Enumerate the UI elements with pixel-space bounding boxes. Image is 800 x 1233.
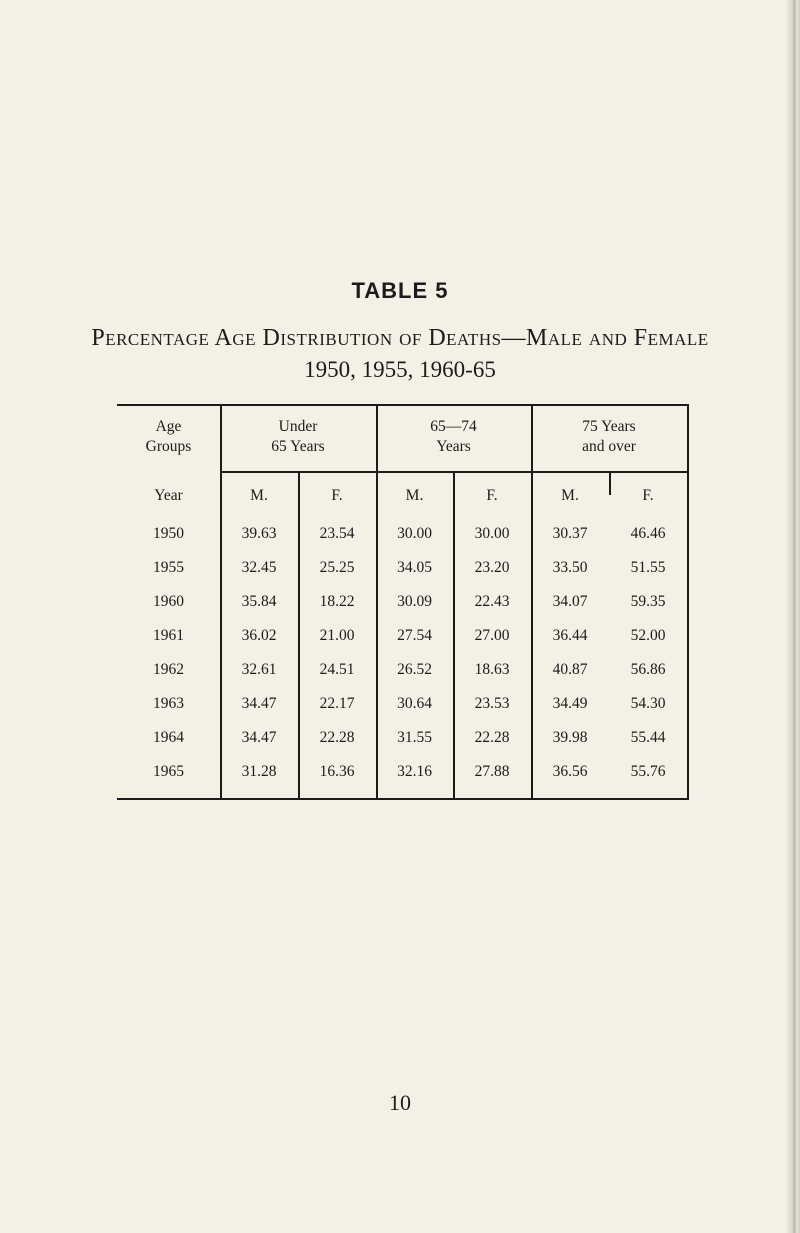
subheader-female: F. (486, 487, 498, 504)
cell-value: 27.88 (474, 763, 510, 780)
cell-value: 36.02 (241, 627, 277, 644)
subheader-female: F. (331, 487, 343, 504)
cell-value: 18.63 (474, 661, 510, 678)
cell-value: 30.64 (397, 695, 432, 712)
cell-value: 30.00 (474, 525, 510, 542)
cell-value: 25.25 (319, 559, 355, 576)
cell-value: 26.52 (397, 661, 432, 678)
cell-value: 35.84 (241, 593, 277, 610)
cell-value: 39.63 (241, 525, 277, 542)
cell-value: 51.55 (630, 559, 666, 576)
page-edge (786, 0, 800, 1233)
table-top-rule (117, 404, 689, 406)
subheader-male: M. (561, 487, 579, 504)
header-line: Under (278, 418, 318, 435)
header-line: and over (582, 438, 636, 455)
cell-value: 39.98 (552, 729, 588, 746)
cell-year: 1965 (153, 763, 184, 780)
table-title: Percentage Age Distribution of Deaths—Male and Female (91, 325, 709, 351)
cell-value: 32.61 (241, 661, 277, 678)
header-line: Years (436, 438, 471, 455)
cell-value: 18.22 (319, 593, 355, 610)
cell-value: 22.43 (474, 593, 510, 610)
cell-value: 16.36 (319, 763, 355, 780)
header-age-groups (117, 417, 220, 457)
cell-year: 1963 (153, 695, 184, 712)
cell-value: 30.37 (552, 525, 588, 542)
header-line: 65—74 (430, 418, 477, 435)
cell-year: 1960 (153, 593, 184, 610)
header-line: 75 Years (582, 418, 636, 435)
cell-value: 46.46 (630, 525, 666, 542)
subheader-male: M. (250, 487, 268, 504)
header-line: Age (155, 418, 182, 435)
cell-value: 22.28 (319, 729, 355, 746)
cell-value: 32.45 (241, 559, 277, 576)
cell-value: 27.00 (474, 627, 510, 644)
cell-value: 55.76 (630, 763, 666, 780)
header-75-and-over (531, 417, 687, 457)
cell-value: 34.05 (397, 559, 432, 576)
subheader-female: F. (642, 487, 654, 504)
cell-year: 1950 (153, 525, 184, 542)
cell-year: 1955 (153, 559, 184, 576)
header-65-74 (376, 417, 531, 457)
cell-value: 22.28 (474, 729, 510, 746)
cell-value: 54.30 (630, 695, 666, 712)
subheader-year: Year (154, 487, 183, 504)
subheader-male: M. (405, 487, 424, 504)
page-number: 10 (389, 1090, 411, 1115)
table-number: TABLE 5 (351, 278, 449, 303)
cell-value: 32.16 (397, 763, 432, 780)
data-table (117, 404, 689, 799)
cell-value: 21.00 (319, 627, 355, 644)
cell-value: 34.47 (241, 695, 277, 712)
cell-value: 52.00 (630, 627, 666, 644)
cell-value: 30.00 (397, 525, 432, 542)
cell-value: 40.87 (552, 661, 588, 678)
table-subtitle: 1950, 1955, 1960-65 (304, 357, 496, 382)
table-bottom-rule (117, 798, 689, 800)
cell-value: 55.44 (630, 729, 666, 746)
cell-value: 27.54 (397, 627, 432, 644)
cell-year: 1964 (153, 729, 184, 746)
column-divider (687, 404, 689, 799)
cell-value: 56.86 (630, 661, 666, 678)
cell-value: 34.47 (241, 729, 277, 746)
header-rule (220, 471, 689, 473)
cell-value: 23.54 (319, 525, 355, 542)
header-under-65 (220, 417, 376, 457)
cell-year: 1961 (153, 627, 184, 644)
cell-value: 22.17 (319, 695, 355, 712)
cell-value: 34.07 (552, 593, 588, 610)
cell-value: 59.35 (630, 593, 666, 610)
cell-value: 36.44 (552, 627, 588, 644)
cell-year: 1962 (153, 661, 184, 678)
cell-value: 36.56 (552, 763, 588, 780)
cell-value: 34.49 (552, 695, 588, 712)
cell-value: 31.28 (241, 763, 277, 780)
cell-value: 30.09 (397, 593, 432, 610)
header-line: Groups (145, 438, 192, 455)
cell-value: 24.51 (319, 661, 355, 678)
cell-value: 23.20 (474, 559, 510, 576)
cell-value: 23.53 (474, 695, 510, 712)
cell-value: 31.55 (397, 729, 432, 746)
header-line: 65 Years (271, 438, 325, 455)
cell-value: 33.50 (552, 559, 588, 576)
